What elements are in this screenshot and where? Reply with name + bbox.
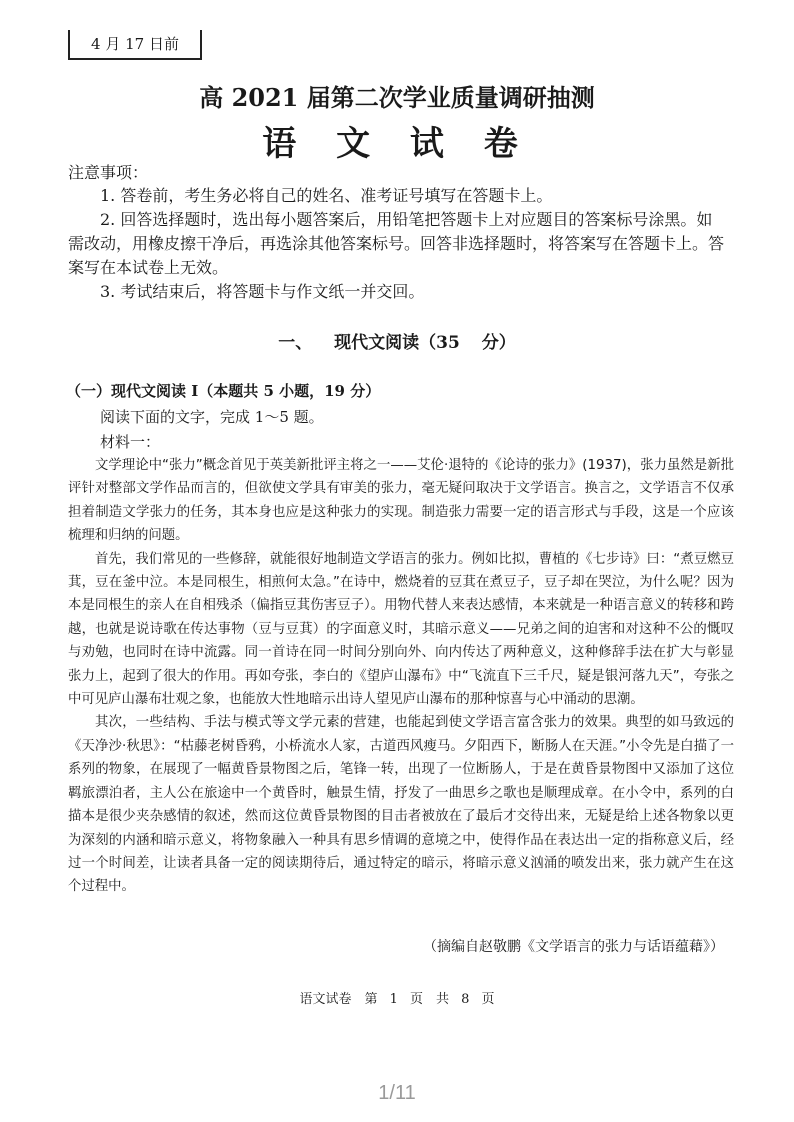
article-paragraph: 其次，一些结构、手法与模式等文学元素的营建，也能起到使文学语言富含张力的效果。典型的如马致远的《天净沙·秋思》：“枯藤老树昏鸦，小桥流水人家，古道西风瘦马。夕阳西下，断肠人在天涯。”小令先是白描了一系列的物象，在展现了一幅黄昏景物图之后，笔锋一转，出现了一位断肠人，于是在黄昏景物图中又添加了这位羁旅漂泊者，主人公在旅途中一个黄昏时，触景生情，抒发了一曲思乡之歌也是顺理成章。在小令中，系列的白描本是很少夹杂感情的叙述，然而这位黄昏景物图的目击者被放在了最后才交待出来，无疑是给上述各物象以更为深刻的内涵和暗示意义，将物象融入一种具有思乡情调的意境之中，使得作品在表达出一定的指称意义后，经过一个时间差，让读者具备一定的阅读期待后，通过特定的暗示，将暗示意义汹涌的喷发出来，张力就产生在这个过程中。 [68,715,734,895]
reading-instruction: 阅读下面的文字，完成 1～5 题。 [100,408,324,426]
exam-title: 高 2021 届第二次学业质量调研抽测 [199,83,595,112]
notice-item: 2. 回答选择题时，选出每小题答案后，用铅笔把答题卡上对应题目的答案标号涂黑。如需改动，用橡皮擦干净后，再选涂其他答案标号。回答非选择题时，将答案写在答题卡上。答案写在本试卷上无效。 [68,210,725,277]
subsection-title: （一）现代文阅读 Ⅰ（本题共 5 小题，19 分） [66,382,381,400]
notice-item: 1. 答卷前，考生务必将自己的姓名、准考证号填写在答题卡上。 [100,186,553,205]
article-paragraph: 文学理论中“张力”概念首见于英美新批评主将之一——艾伦·退特的《论诗的张力》(1937)，张力虽然是新批评针对整部文学作品而言的，但欲使文学具有审美的张力，毫无疑问取决于文学语言。换言之，文学语言不仅承担着制造文学张力的任务，其本身也应是这种张力的实现。制造张力需要一定的语言形式与手段，这是一个应该梳理和归纳的问题。 [68,458,734,544]
notice-list [68,184,728,304]
material-label: 材料一： [100,433,161,451]
page-counter: 1/11 [378,1082,416,1104]
date-tag: 4 月 17 日前 [68,30,202,60]
article-citation: （摘编自赵敬鹏《文学语言的张力与话语蕴藉》） [423,939,724,955]
notice-item: 3. 考试结束后，将答题卡与作文纸一并交回。 [100,282,425,301]
article-paragraph: 首先，我们常见的一些修辞，就能很好地制造文学语言的张力。例如比拟，曹植的《七步诗》曰：“煮豆燃豆萁，豆在釜中泣。本是同根生，相煎何太急。”在诗中，燃烧着的豆萁在煮豆子，豆子却在哭泣，为什么呢？因为本是同根生的亲人在自相残杀（偏指豆萁伤害豆子）。用物代替人来表达感情，本来就是一种语言意义的转移和跨越，也就是说诗歌在传达事物（豆与豆萁）的字面意义时，其暗示意义——兄弟之间的迫害和对这种不公的慨叹与劝勉，也同时在诗中流露。同一首诗在同一时间分别向外、向内传达了两种意义，这种修辞手法在扩大与彰显张力上，起到了很大的作用。再如夸张，李白的《望庐山瀑布》中“飞流直下三千尺，疑是银河落九天”，夸张之中可见庐山瀑布壮观之象，也能放大性地暗示出诗人望见庐山瀑布的那种惊喜与心中涌动的思潮。 [68,551,734,708]
section-title: 一、 现代文阅读（35 分） [278,333,516,353]
page-footer: 语文试卷 第 1 页 共 8 页 [299,992,495,1007]
article-body [68,454,734,899]
notice-heading: 注意事项： [68,163,149,182]
exam-subject: 语 文 试 卷 [262,124,532,164]
